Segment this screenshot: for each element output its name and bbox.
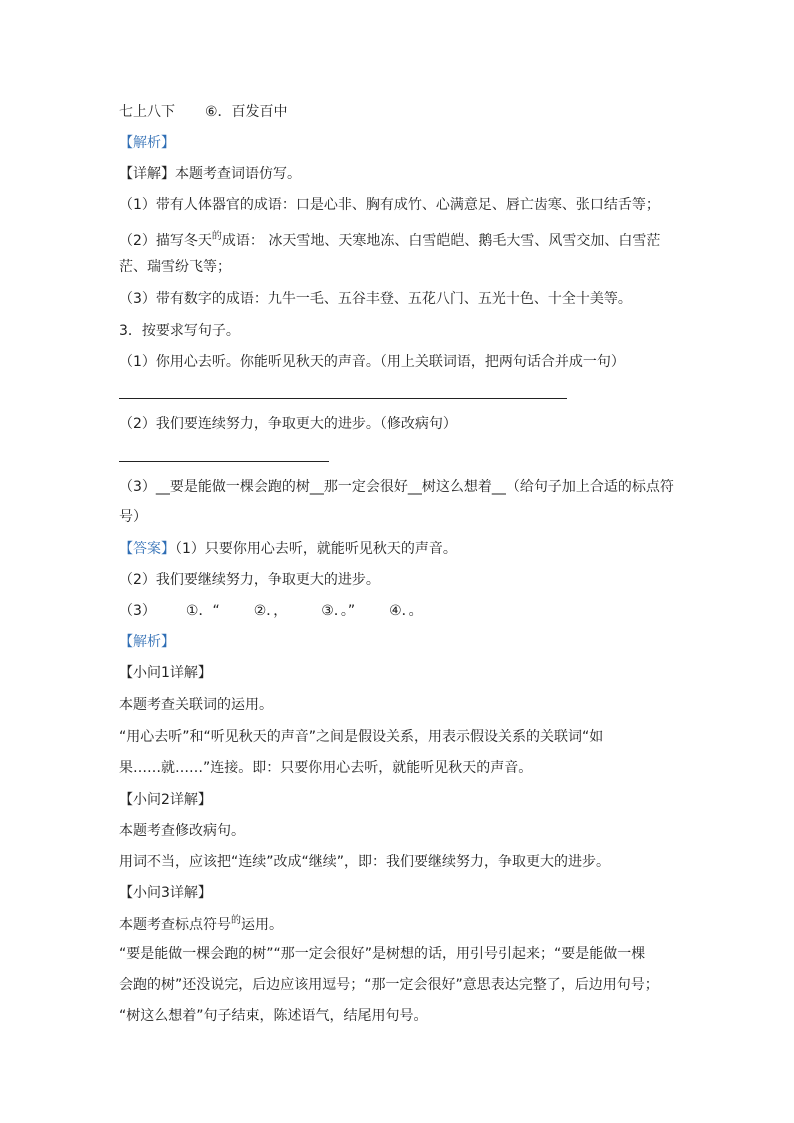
sub-question-heading: 【小问3详解】 (119, 885, 212, 901)
paragraph: “树这么想着”句子结束，陈述语气，结尾用句号。 (119, 1008, 428, 1024)
punctuation-answers: （3） ①．“ ②．， ③．。” ④．。 (119, 603, 423, 619)
sub-question-heading: 【小问1详解】 (119, 665, 212, 681)
detail-heading: 【详解】本题考查词语仿写。 (119, 166, 301, 182)
paragraph: “用心去听”和“听见秋天的声音”之间是假设关系，用表示假设关系的关联词“如 (119, 729, 604, 745)
question-3-1: （1）你用心去听。你能听见秋天的声音。（用上关联词语，把两句话合并成一句） (119, 354, 625, 370)
question-3-2: （2）我们要连续努力，争取更大的进步。（修改病句） (119, 416, 457, 432)
paragraph: 本题考查标点符号$^的$运用。 (119, 915, 283, 933)
paragraph: （2）描写冬天$^的$成语： 冰天雪地、天寒地冻、白雪皑皑、鹅毛大雪、风雪交加、白雪茫 (119, 231, 661, 249)
punct-answer-1: ①．“ (185, 603, 220, 619)
idiom-answer-5: 七上八下 (119, 104, 175, 120)
answer-line-6 (119, 102, 288, 122)
answer-label: 【答案】 (119, 541, 175, 557)
answer-blank-line (119, 461, 329, 462)
paragraph: “要是能做一棵会跑的树”“那一定会很好”是树想的话，用引号引起来；“要是能做一棵 (119, 946, 646, 962)
paragraph: （3）带有数字的成语：九牛一毛、五谷丰登、五花八门、五光十色、十全十美等。 (119, 291, 632, 307)
answer-blank-line (119, 398, 567, 399)
paragraph: 用词不当，应该把“连续”改成“继续”，即：我们要继续努力，争取更大的进步。 (119, 854, 611, 870)
answer-line: （2）我们要继续努力，争取更大的进步。 (119, 572, 380, 588)
paragraph: 本题考查关联词的运用。 (119, 697, 273, 713)
paragraph: 茫、瑞雪纷飞等； (119, 259, 231, 275)
answer-line: 【答案】（1）只要你用心去听，就能听见秋天的声音。 (119, 541, 457, 557)
paragraph: （1）带有人体器官的成语：口是心非、胸有成竹、心满意足、唇亡齿寒、张口结舌等； (119, 197, 660, 213)
paragraph: 本题考查修改病句。 (119, 823, 245, 839)
question-3-3: （3）__要是能做一棵会跑的树__那一定会很好__树这么想着__（给句子加上合适的标点符 (119, 479, 674, 495)
punct-answer-4: ④．。 (389, 603, 423, 619)
question-3-title: 3．按要求写句子。 (119, 323, 240, 339)
paragraph: 果……就……”连接。即：只要你用心去听，就能听见秋天的声音。 (119, 760, 533, 776)
punct-answer-2: ②．， (253, 603, 288, 619)
analysis-label: 【解析】 (119, 634, 175, 650)
idiom-answer-6: ⑥．百发百中 (205, 104, 288, 120)
sub-question-heading: 【小问2详解】 (119, 792, 212, 808)
analysis-label: 【解析】 (119, 135, 175, 151)
paragraph: 会跑的树”还没说完，后边应该用逗号；“那一定会很好”意思表达完整了，后边用句号； (119, 977, 659, 993)
punct-answer-3: ③．。” (321, 603, 356, 619)
paragraph: 号） (119, 509, 147, 525)
